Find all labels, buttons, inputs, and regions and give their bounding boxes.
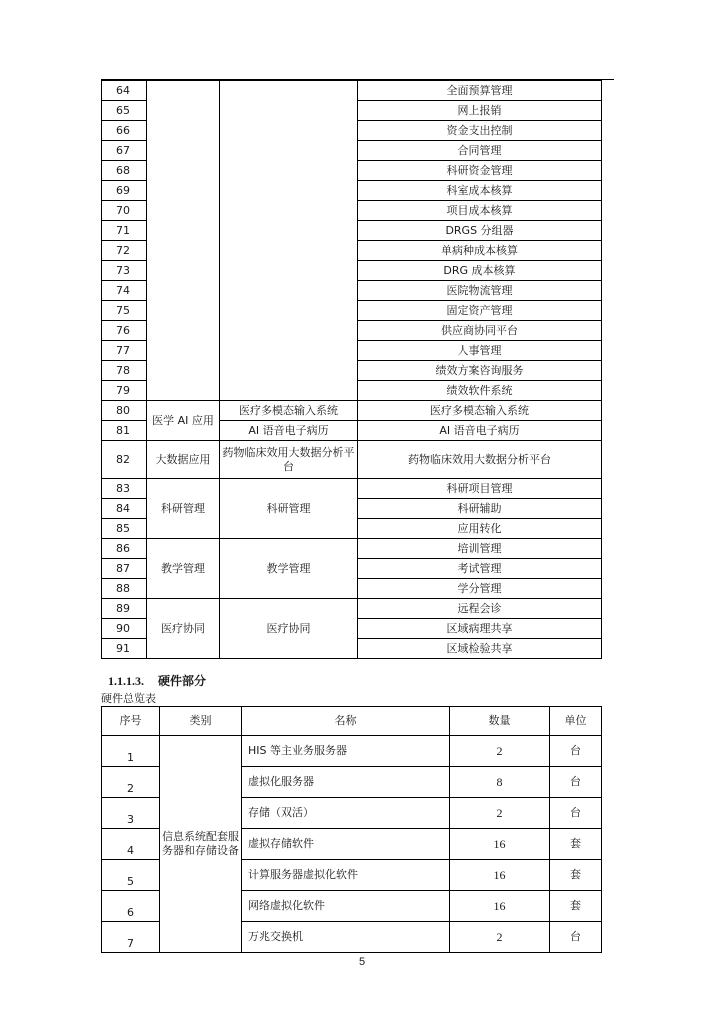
category-research: 科研管理	[147, 479, 220, 539]
seq-cell: 2	[102, 767, 160, 798]
module-cell: 资金支出控制	[358, 121, 602, 141]
table-row	[102, 539, 602, 559]
unit-cell: 台	[550, 767, 602, 798]
module-cell: 全面预算管理	[358, 81, 602, 101]
module-cell: AI 语音电子病历	[358, 421, 602, 441]
category-cell-empty	[147, 81, 220, 401]
module-cell: DRGS 分组器	[358, 221, 602, 241]
module-cell: 供应商协同平台	[358, 321, 602, 341]
module-cell: DRG 成本核算	[358, 261, 602, 281]
section-title: 硬件部分	[158, 674, 207, 688]
subsystem-collaboration: 医疗协同	[220, 599, 358, 659]
row-number: 74	[102, 281, 147, 301]
unit-cell: 台	[550, 736, 602, 767]
seq-cell: 5	[102, 860, 160, 891]
module-cell: 学分管理	[358, 579, 602, 599]
seq-cell: 3	[102, 798, 160, 829]
subsystem-cell-empty	[220, 81, 358, 401]
row-number: 84	[102, 499, 147, 519]
name-cell: 虚拟化服务器	[242, 767, 450, 798]
module-cell: 网上报销	[358, 101, 602, 121]
row-number: 70	[102, 201, 147, 221]
qty-cell: 16	[450, 891, 550, 922]
row-number: 83	[102, 479, 147, 499]
row-number: 75	[102, 301, 147, 321]
category-teaching: 教学管理	[147, 539, 220, 599]
module-cell: 科研辅助	[358, 499, 602, 519]
header-qty: 数量	[450, 707, 550, 736]
row-number: 65	[102, 101, 147, 121]
row-number: 76	[102, 321, 147, 341]
name-cell: 虚拟存储软件	[242, 829, 450, 860]
table-row	[102, 599, 602, 619]
row-number: 91	[102, 639, 147, 659]
module-cell: 绩效软件系统	[358, 381, 602, 401]
header-name: 名称	[242, 707, 450, 736]
module-cell: 单病种成本核算	[358, 241, 602, 261]
module-cell: 科研资金管理	[358, 161, 602, 181]
category-collaboration: 医疗协同	[147, 599, 220, 659]
subsystem-cell: 医疗多模态输入系统	[220, 401, 358, 421]
row-number: 87	[102, 559, 147, 579]
seq-cell: 4	[102, 829, 160, 860]
module-cell: 区域检验共享	[358, 639, 602, 659]
unit-cell: 套	[550, 829, 602, 860]
module-cell: 医院物流管理	[358, 281, 602, 301]
module-cell: 应用转化	[358, 519, 602, 539]
category-bigdata: 大数据应用	[147, 441, 220, 479]
unit-cell: 台	[550, 798, 602, 829]
row-number: 68	[102, 161, 147, 181]
row-number: 73	[102, 261, 147, 281]
row-number: 81	[102, 421, 147, 441]
module-cell: 医疗多模态输入系统	[358, 401, 602, 421]
module-cell: 区域病理共享	[358, 619, 602, 639]
row-number: 86	[102, 539, 147, 559]
module-cell: 培训管理	[358, 539, 602, 559]
section-number: 1.1.1.3.	[108, 674, 144, 688]
row-number: 89	[102, 599, 147, 619]
table-row	[102, 81, 602, 101]
module-cell: 科研项目管理	[358, 479, 602, 499]
row-number: 71	[102, 221, 147, 241]
table-caption: 硬件总览表	[101, 692, 156, 705]
name-cell: 万兆交换机	[242, 922, 450, 953]
row-number: 88	[102, 579, 147, 599]
module-cell: 项目成本核算	[358, 201, 602, 221]
category-medical-ai: 医学 AI 应用	[147, 401, 220, 441]
category-cell: 信息系统配套服务器和存储设备	[160, 736, 242, 953]
page-number: 5	[358, 956, 366, 968]
row-number: 90	[102, 619, 147, 639]
subsystem-cell: AI 语音电子病历	[220, 421, 358, 441]
row-number: 67	[102, 141, 147, 161]
row-number: 79	[102, 381, 147, 401]
name-cell: HIS 等主业务服务器	[242, 736, 450, 767]
module-cell: 远程会诊	[358, 599, 602, 619]
row-number: 80	[102, 401, 147, 421]
header-category: 类别	[160, 707, 242, 736]
table-row	[102, 736, 602, 767]
row-number: 82	[102, 441, 147, 479]
software-module-table	[101, 80, 602, 659]
row-number: 64	[102, 81, 147, 101]
qty-cell: 16	[450, 829, 550, 860]
row-number: 78	[102, 361, 147, 381]
unit-cell: 套	[550, 860, 602, 891]
qty-cell: 2	[450, 922, 550, 953]
module-cell: 科室成本核算	[358, 181, 602, 201]
table-header-row	[102, 707, 602, 736]
row-number: 69	[102, 181, 147, 201]
table-row	[102, 479, 602, 499]
name-cell: 网络虚拟化软件	[242, 891, 450, 922]
module-cell: 考试管理	[358, 559, 602, 579]
row-number: 66	[102, 121, 147, 141]
unit-cell: 套	[550, 891, 602, 922]
module-cell: 药物临床效用大数据分析平台	[358, 441, 602, 479]
qty-cell: 2	[450, 736, 550, 767]
row-number: 77	[102, 341, 147, 361]
name-cell: 存储（双活）	[242, 798, 450, 829]
hardware-overview-table	[101, 706, 602, 953]
section-heading	[108, 672, 220, 689]
module-cell: 绩效方案咨询服务	[358, 361, 602, 381]
seq-cell: 7	[102, 922, 160, 953]
header-seq: 序号	[102, 707, 160, 736]
name-cell: 计算服务器虚拟化软件	[242, 860, 450, 891]
row-number: 85	[102, 519, 147, 539]
table-row	[102, 401, 602, 421]
seq-cell: 6	[102, 891, 160, 922]
subsystem-teaching: 教学管理	[220, 539, 358, 599]
header-unit: 单位	[550, 707, 602, 736]
table-row	[102, 441, 602, 479]
subsystem-cell: 药物临床效用大数据分析平台	[220, 441, 358, 479]
qty-cell: 2	[450, 798, 550, 829]
seq-cell: 1	[102, 736, 160, 767]
module-cell: 合同管理	[358, 141, 602, 161]
module-cell: 固定资产管理	[358, 301, 602, 321]
subsystem-research: 科研管理	[220, 479, 358, 539]
row-number: 72	[102, 241, 147, 261]
module-cell: 人事管理	[358, 341, 602, 361]
qty-cell: 16	[450, 860, 550, 891]
unit-cell: 台	[550, 922, 602, 953]
qty-cell: 8	[450, 767, 550, 798]
